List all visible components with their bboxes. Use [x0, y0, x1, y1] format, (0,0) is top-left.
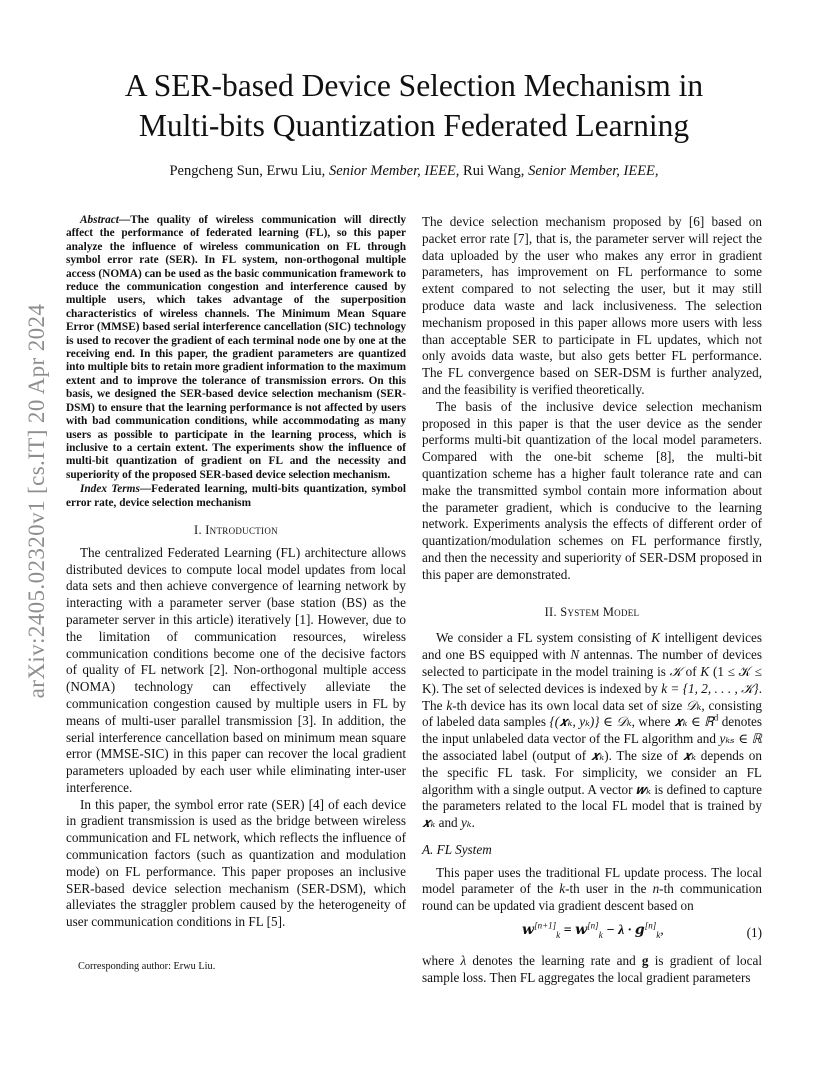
- paper-title: [60, 66, 768, 146]
- section-heading-introduction: I. Introduction: [194, 522, 278, 537]
- system-model-paragraph: We consider a FL system consisting of K intelligent devices and one BS equipped with N antennas. The number of devices selected to participate in the model training is 𝒦 of K (1 ≤ 𝒦 ≤ K). The set of selected devices is indexed by k = {1, 2, . . . , 𝒦}. The k-th device has its own local data set of size 𝒟ₖ, consisting of labeled data samples {(𝒙ₖ, yₖ)} ∈ 𝒟ₖ, where 𝒙ₖ ∈ ℝ$^d$ denotes the input unlabeled data vector of the FL algorithm and yₖₛ ∈ ℝ the associated label (output of 𝒙ₖ). The size of 𝒙ₖ depends on the specific FL task. For simplicity, we consider an FL algorithm with a single output. A vector 𝒘ₖ is defined to capture the parameters related to the local FL model that is trained by 𝒙ₖ and yₖ.: [422, 630, 763, 831]
- author-names-1: Pengcheng Sun, Erwu Liu,: [169, 163, 329, 179]
- arxiv-identifier: arXiv:2405.02320v1 [cs.IT] 20 Apr 2024: [24, 303, 49, 699]
- author-line: [60, 163, 768, 180]
- author-names-2: Rui Wang,: [459, 163, 529, 179]
- right-paragraph-1: The device selection mechanism proposed by [6] based on packet error rate [7], that is, the parameter server will reject the data uploaded by the user who makes any error in gradient parameters, has improvement on FL performance to some extent compared to not selecting the user, but it may still produce data waste and lack inclusiveness. The selection mechanism proposed in this paper allows more users with less than acceptable SER to participate in FL updates, which not only avoids data waste, but also gets better FL performance. The FL convergence based on SER-DSM is further analyzed, and the feasibility is verified theoretically.: [422, 214, 762, 397]
- index-terms: [66, 483, 406, 510]
- after-equation-paragraph: where λ denotes the learning rate and g is gradient of local sample loss. Then FL aggregates the local gradient parameters: [422, 953, 762, 985]
- title-line-1: A SER-based Device Selection Mechanism in: [124, 68, 704, 103]
- fl-system-paragraph: This paper uses the traditional FL update process. The local model parameter of the k-th user in the n-th communication round can be updated via gradient descent based on: [422, 864, 762, 914]
- left-column: [66, 214, 406, 931]
- right-column: [422, 214, 762, 987]
- title-line-2: Multi-bits Quantization Federated Learning: [138, 108, 690, 143]
- author-role-2: Senior Member, IEEE,: [528, 163, 659, 179]
- author-role-1: Senior Member, IEEE,: [328, 163, 460, 179]
- section-heading-system-model: II. System Model: [544, 604, 640, 619]
- index-terms-text: —Federated learning, multi-bits quantization, symbol error rate, device selection mechanism: [66, 483, 406, 509]
- intro-paragraph-2: In this paper, the symbol error rate (SER) [4] of each device in gradient transmission is used as the bridge between wireless communication and FL network, which reflects the influence of communication factors (such as quantization and modulation mode) on FL performance. This paper proposes an inclusive SER-based device selection mechanism (SER-DSM), which alleviates the straggler problem caused by the heterogeneity of user communication conditions in FL [5].: [66, 796, 406, 930]
- arxiv-stamp: [20, 296, 54, 706]
- footnote-corresponding-author: Corresponding author: Erwu Liu.: [78, 961, 216, 972]
- index-terms-label: Index Terms: [80, 483, 140, 496]
- abstract-text: —The quality of wireless communication will directly affect the performance of federated learning (FL), so this paper analyze the influence of wireless communication on FL through symbol error rate (SER). In FL system, non-orthogonal multiple access (NOMA) can be used as the basic communication framework to reduce the communication congestion and interference caused by multiple users, which takes advantage of the superposition characteristics of wireless channels. The Minimum Mean Square Error (MMSE) based serial interference cancellation (SIC) technology is used to recover the gradient of each terminal node one by one at the receiving end. In this paper, the gradient parameters are quantized into multiple bits to retain more gradient information to the maximum extent and to improve the tolerance of transmission errors. On this basis, we designed the SER-based device selection mechanism (SER-DSM) to ensure that the learning performance is not affected by users with bad communication conditions, while accommodating as many users as possible to participate in the learning process, which is inclusive to a certain extent. The experiments show the influence of multi-bit quantization of gradient on FL and the necessity and superiority of the proposed SER-based device selection mechanism.: [66, 214, 406, 481]
- equation-1-body: 𝒘[n+1]$_k$ = 𝒘[n]$_k$ − λ · 𝒈[n]$_k$,: [522, 920, 664, 940]
- right-paragraph-2: The basis of the inclusive device selection mechanism proposed in this paper is that the user device as the sender performs multi-bit quantization of the local model parameters. Compared with the one-bit scheme [8], the multi-bit quantization scheme has a higher fault tolerance rate and can make the transmitted symbol contain more information about the parameter gradient, which is conducive to the learning network. Experiments analysis the effects of different order of quantization/modulation schemes on FL performance firstly, and then the necessity and superiority of SER-DSM proposed in this paper are demonstrated.: [422, 398, 762, 582]
- intro-paragraph-1: The centralized Federated Learning (FL) architecture allows distributed devices to compute local model updates from local data sets and then achieve convergence of learning network by interacting with a parameter server (base station (BS) as the parameter server in this article) iteratively [1]. However, due to the limitation of communication resources, wireless communication conditions become one of the decisive factors of quality of FL network [2]. Non-orthogonal multiple access (NOMA) technology can effectively alleviate the communication congestion caused by multiple users in FL by means of multi-user parallel transmission [3]. In addition, the serial interference cancellation based on minimum mean square error (MMSE-SIC) in this paper can recover the local gradient parameters uploaded by each user while eliminating inter-user interference.: [66, 544, 406, 795]
- equation-1-number: (1): [746, 925, 762, 941]
- abstract: [66, 214, 406, 482]
- subsection-heading-fl-system: A. FL System: [422, 841, 492, 857]
- equation-1: [422, 921, 762, 947]
- abstract-label: Abstract: [80, 214, 119, 226]
